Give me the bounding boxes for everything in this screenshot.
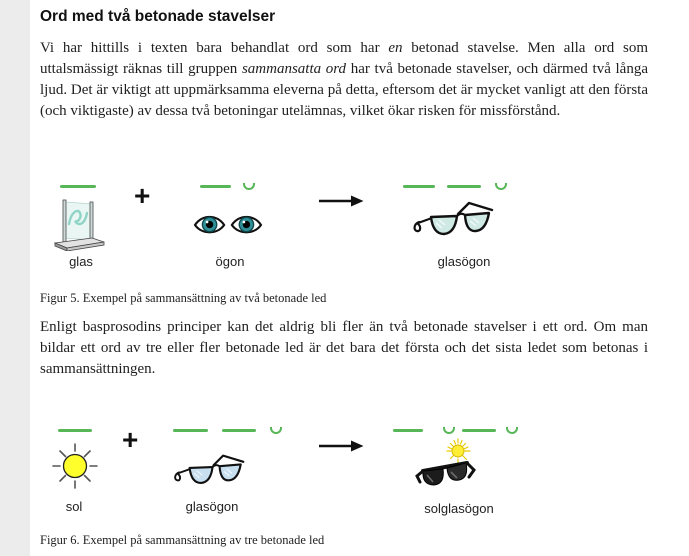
stress-mark-long (58, 429, 92, 432)
sun-icon (50, 441, 100, 491)
page-edge (0, 0, 30, 556)
stress-mark-long (200, 185, 231, 188)
figure6-label-solglasogon: solglasögon (424, 501, 494, 516)
figure5-caption: Figur 5. Exempel på sammansättning av två betonade led (40, 291, 327, 305)
stress-mark-long (403, 185, 435, 188)
italic-word-en: en (388, 40, 403, 56)
paragraph-1-text: betonad stavelse. Men alla ord som uttalsmässigt räknas till gruppen (40, 40, 648, 77)
plus-operator: + (122, 424, 139, 455)
eyeglasses-icon (411, 199, 495, 243)
paragraph-2: Enligt basprosodins principer kan det aldrig bli fler än två betonade stavelser i ett ord. Om man bildar ett ord av tre eller fler betonade led är det bara det första och det sista ledet som betonas i sammansättningen. (40, 319, 648, 377)
stress-mark-long (60, 185, 96, 188)
plus-operator: + (134, 180, 151, 211)
stress-mark-long (393, 429, 423, 432)
paragraph-1-text: har två betonade stavelser, och därmed två långa ljud. Det är viktigt att uppmärksamma eleverna på detta, eftersom det är mycket vanligt att den första (och viktigaste) av dessa två betoningar utelämnas, vilket ökar risken för missförstånd. (40, 61, 648, 119)
stress-mark-short (506, 427, 518, 434)
eyes-icon (193, 209, 263, 241)
figure6-label-sol: sol (65, 499, 83, 514)
arrow-right-icon (318, 440, 364, 452)
paragraph-1-text: Vi har hittills i texten bara behandlat ord som har (40, 40, 389, 56)
glass-pane-icon (54, 199, 106, 251)
eyeglasses-icon (172, 452, 246, 491)
stress-mark-short (243, 183, 255, 190)
stress-mark-short (443, 427, 455, 434)
page-title: Ord med två betonade stavelser (40, 8, 276, 25)
stress-mark-short (495, 183, 507, 190)
stress-mark-long (447, 185, 481, 188)
figure5-label-glasogon: glasögon (437, 254, 491, 269)
figure5-label-glas: glas (69, 254, 93, 269)
stress-mark-short (270, 427, 282, 434)
figure6-caption: Figur 6. Exempel på sammansättning av tre betonade led (40, 533, 325, 547)
paragraph-1 (40, 38, 648, 122)
figure5-label-ogon: ögon (215, 254, 245, 269)
stress-mark-long (222, 429, 256, 432)
figure6-label-glasogon: glasögon (185, 499, 239, 514)
stress-mark-long (173, 429, 208, 432)
italic-phrase-sammansatta-ord: sammansatta ord (241, 61, 347, 77)
stress-mark-long (462, 429, 496, 432)
sunglasses-with-sun-icon (414, 438, 484, 496)
arrow-right-icon (318, 195, 364, 207)
